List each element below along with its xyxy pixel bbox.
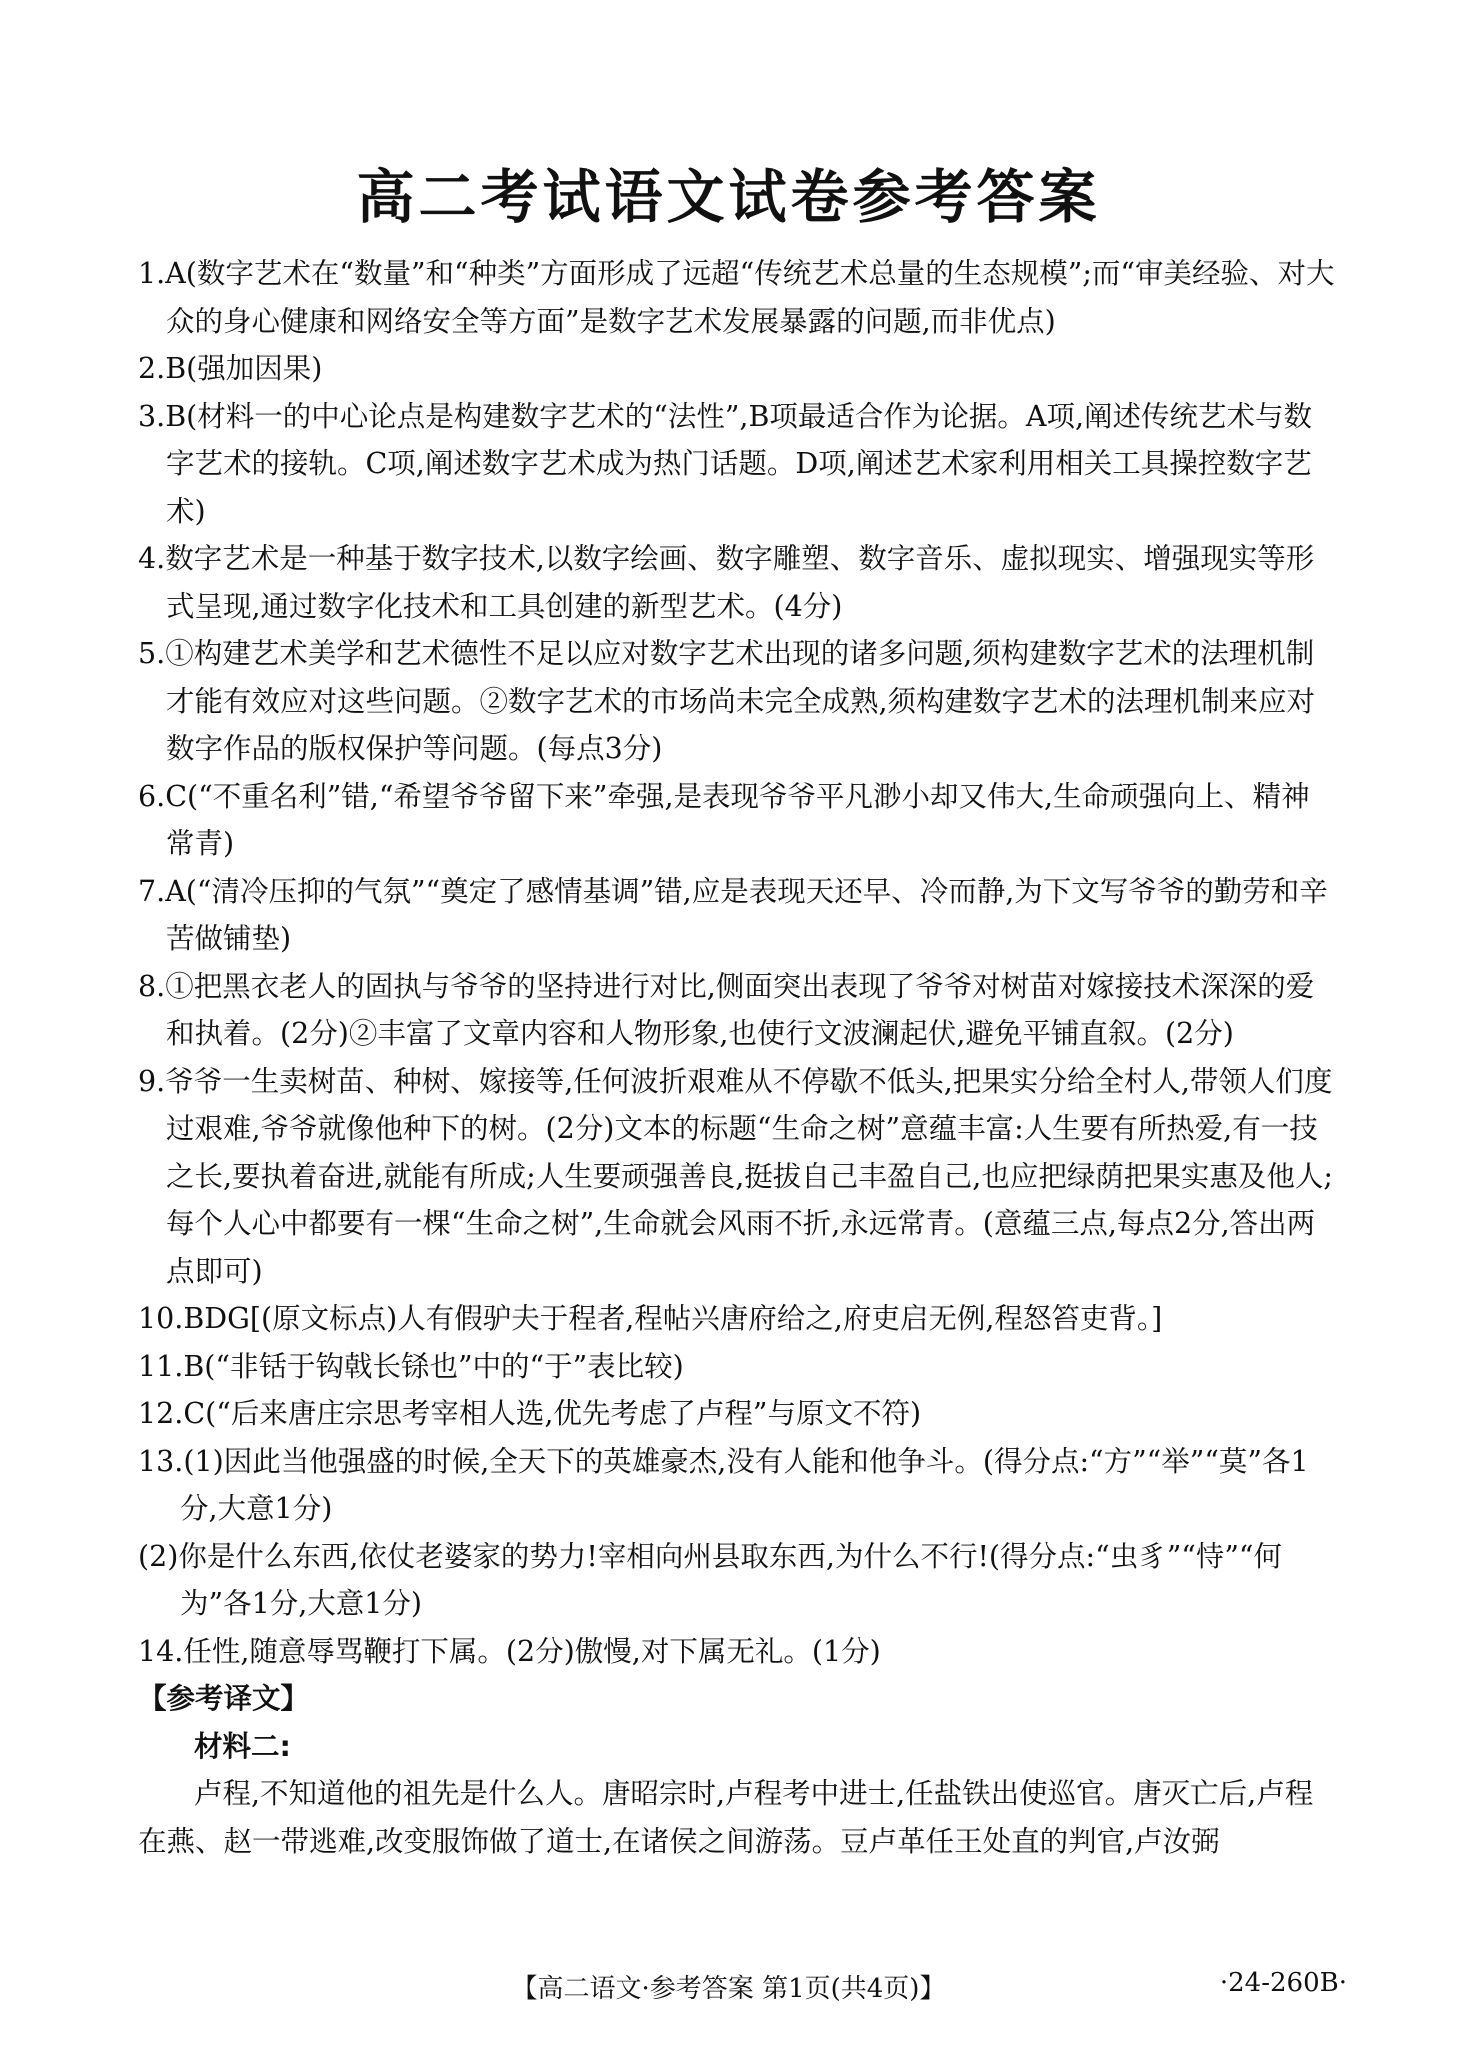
answer-text: ①构建艺术美学和艺术德性不足以应对数字艺术出现的诸多问题,须构建数字艺术的法理机制才能有效应对这些问题。②数字艺术的市场尚未完全成熟,须构建数字艺术的法理机制来应对数字作品的版权保护等问题。(每点3分) xyxy=(165,637,1316,765)
answer-text: 爷爷一生卖树苗、种树、嫁接等,任何波折艰难从不停歇不低头,把果实分给全村人,带领人们度过艰难,爷爷就像他种下的树。(2分)文本的标题“生命之树”意蕴丰富:人生要有所热爱,有一技之长,要执着奋进,就能有所成;人生要顽强善良,挺拔自己丰盈自己,也应把绿荫把果实惠及他人;每个人心中都要有一棵“生命之树”,生命就会风雨不折,永远常青。(意蕴三点,每点2分,答出两点即可) xyxy=(165,1064,1333,1288)
answer-label: 3. xyxy=(138,399,166,433)
answer-text: ①把黑衣老人的固执与爷爷的坚持进行对比,侧面突出表现了爷爷对树苗对嫁接技术深深的爱和执着。(2分)②丰富了文章内容和人物形象,也使行文波澜起伏,避免平铺直叙。(2分) xyxy=(165,969,1315,1050)
answer-text: 数字艺术是一种基于数字技术,以数字绘画、数字雕塑、数字音乐、虚拟现实、增强现实等形式呈现,通过数字化技术和工具创建的新型艺术。(4分) xyxy=(165,542,1315,623)
answer-label: 14. xyxy=(138,1634,184,1668)
answer-text: (1)因此当他强盛的时候,全天下的英雄豪杰,没有人能和他争斗。(得分点:“方”“举”“莫”各1分,大意1分) xyxy=(180,1444,1309,1525)
answer-label: 9. xyxy=(138,1064,166,1098)
translation-heading: 【参考译文】 xyxy=(138,1682,310,1715)
answer-body xyxy=(138,250,1338,1865)
translation-paragraph: 卢程,不知道他的祖先是什么人。唐昭宗时,卢程考中进士,任盐铁出使巡官。唐灭亡后,卢程在燕、赵一带逃难,改变服饰做了道士,在诸侯之间游荡。豆卢革任王处直的判官,卢汝弼 xyxy=(138,1777,1314,1858)
answer-text: B(“非铦于钩戟长铩也”中的“于”表比较) xyxy=(183,1349,684,1383)
answer-9 xyxy=(138,1058,1338,1296)
answer-text: BDG[(原文标点)人有假驴夫于程者,程帖兴唐府给之,府吏启无例,程怒笞吏背。] xyxy=(183,1302,1163,1335)
answer-text: B(材料一的中心论点是构建数字艺术的“法性”,B项最适合作为论据。A项,阐述传统艺术与数字艺术的接轨。C项,阐述数字艺术成为热门话题。D项,阐述艺术家利用相关工具操控数字艺术) xyxy=(165,399,1313,528)
answer-label: 6. xyxy=(138,779,166,813)
answer-14 xyxy=(138,1628,1338,1676)
answer-7 xyxy=(138,868,1338,963)
answer-11 xyxy=(138,1343,1338,1391)
answer-1 xyxy=(138,250,1338,345)
translation-subheading: 材料二: xyxy=(194,1729,291,1763)
footer-code: ·24-260B· xyxy=(1219,1968,1347,1998)
answer-text: C(“后来唐庄宗思考宰相人选,优先考虑了卢程”与原文不符) xyxy=(183,1397,922,1430)
answer-text: A(“清冷压抑的气氛”“奠定了感情基调”错,应是表现天还早、冷而静,为下文写爷爷的勤劳和辛苦做铺垫) xyxy=(165,874,1328,955)
answer-13-1 xyxy=(138,1438,1338,1533)
answer-text: (2)你是什么东西,依仗老婆家的势力!宰相向州县取东西,为什么不行!(得分点:“虫豸”“恃”“何为”各1分,大意1分) xyxy=(138,1539,1282,1620)
answer-label: 2. xyxy=(138,352,166,385)
answer-13-2 xyxy=(138,1533,1338,1628)
answer-label: 4. xyxy=(138,542,166,575)
answer-10 xyxy=(138,1295,1338,1343)
answer-6 xyxy=(138,773,1338,868)
answer-label: 10. xyxy=(138,1302,184,1335)
answer-text: C(“不重名利”错,“希望爷爷留下来”牵强,是表现爷爷平凡渺小却又伟大,生命顽强向上、精神常青) xyxy=(165,779,1310,860)
answer-8 xyxy=(138,963,1338,1058)
answer-label: 7. xyxy=(138,874,166,908)
answer-5 xyxy=(138,630,1338,773)
answer-text: A(数字艺术在“数量”和“种类”方面形成了远超“传统艺术总量的生态规模”;而“审美经验、对大众的身心健康和网络安全等方面”是数字艺术发展暴露的问题,而非优点) xyxy=(165,257,1335,338)
answer-2 xyxy=(138,345,1338,393)
answer-label: 8. xyxy=(138,969,166,1003)
answer-label: 1. xyxy=(138,257,166,290)
answer-12 xyxy=(138,1390,1338,1438)
answer-text: 任性,随意辱骂鞭打下属。(2分)傲慢,对下属无礼。(1分) xyxy=(183,1634,881,1668)
answer-4 xyxy=(138,535,1338,630)
answer-label: 13. xyxy=(138,1444,184,1478)
answer-label: 12. xyxy=(138,1397,184,1430)
answer-3 xyxy=(138,393,1338,536)
page-title: 高二考试语文试卷参考答案 xyxy=(356,163,1101,231)
answer-label: 5. xyxy=(138,637,166,670)
answer-text: B(强加因果) xyxy=(165,352,323,385)
answer-label: 11. xyxy=(138,1349,184,1383)
footer-page-info: 【高二语文·参考答案 第1页(共4页)】 xyxy=(511,1974,946,2004)
